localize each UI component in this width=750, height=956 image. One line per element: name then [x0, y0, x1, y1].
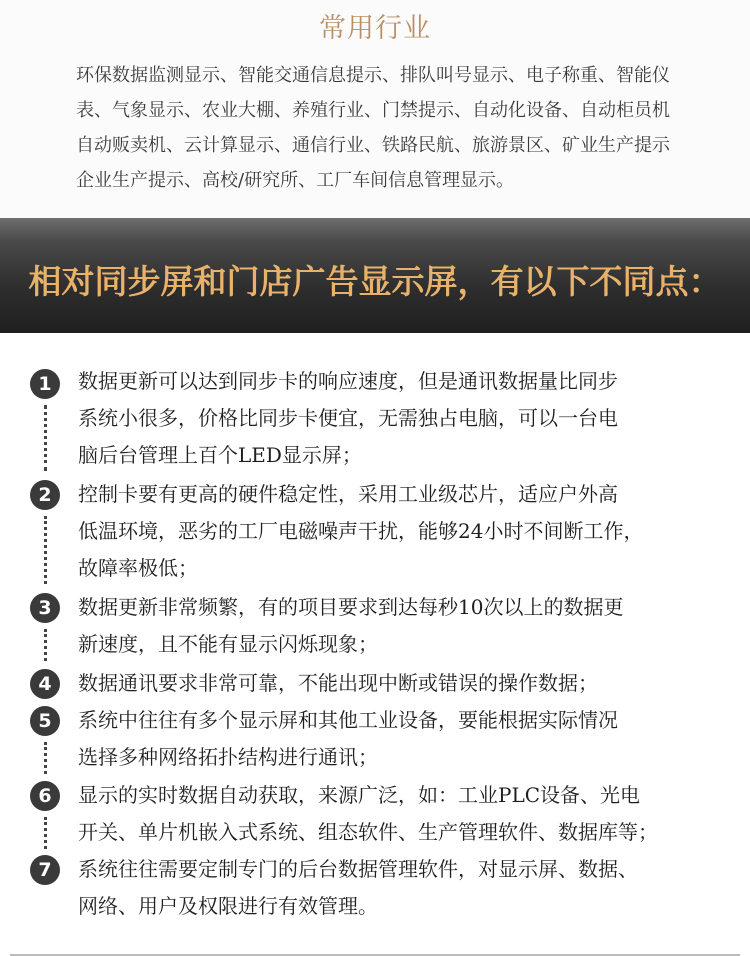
number-badge: 3 [30, 593, 60, 623]
industry-line: 表、气象显示、农业大棚、养殖行业、门禁提示、自动化设备、自动柜员机 [76, 100, 670, 121]
item-line: 数据通讯要求非常可靠，不能出现中断或错误的操作数据； [78, 671, 598, 695]
number-badge: 6 [30, 781, 60, 811]
industry-section [0, 0, 750, 218]
industry-line: 环保数据监测显示、智能交通信息提示、排队叫号显示、电子称重、智能仪 [76, 65, 670, 86]
item-text [78, 589, 738, 663]
item-line: 系统往往需要定制专门的后台数据管理软件，对显示屏、数据、 [78, 857, 638, 881]
item-line: 网络、用户及权限进行有效管理。 [78, 894, 378, 918]
industry-line: 自动贩卖机、云计算显示、通信行业、铁路民航、旅游景区、矿业生产提示 [76, 135, 670, 156]
item-line: 系统中往往有多个显示屏和其他工业设备，要能根据实际情况 [78, 708, 618, 732]
item-text [78, 851, 738, 925]
item-text [78, 702, 738, 776]
industry-line: 企业生产提示、高校/研究所、工厂车间信息管理显示。 [76, 170, 515, 191]
item-text [78, 777, 738, 851]
item-line: 开关、单片机嵌入式系统、组态软件、生产管理软件、数据库等； [78, 820, 658, 844]
banner-heading: 相对同步屏和门店广告显示屏，有以下不同点： [28, 262, 722, 301]
item-line: 数据更新可以达到同步卡的响应速度，但是通讯数据量比同步 [78, 369, 618, 393]
item-line: 系统小很多，价格比同步卡便宜，无需独占电脑，可以一台电 [78, 406, 618, 430]
item-text [78, 665, 738, 702]
dotted-connector [44, 817, 47, 849]
dotted-connector [44, 516, 47, 584]
item-line: 脑后台管理上百个LED显示屏； [78, 443, 362, 467]
industry-text [76, 58, 721, 198]
item-line: 控制卡要有更高的硬件稳定性，采用工业级芯片，适应户外高 [78, 482, 618, 506]
number-badge: 2 [30, 480, 60, 510]
item-line: 显示的实时数据自动获取，来源广泛，如：工业PLC设备、光电 [78, 783, 641, 807]
item-line: 选择多种网络拓扑结构进行通讯； [78, 745, 378, 769]
differences-banner [0, 218, 750, 333]
dotted-connector [44, 405, 47, 471]
number-badge: 4 [30, 669, 60, 699]
item-line: 低温环境，恶劣的工厂电磁噪声干扰，能够24小时不间断工作， [78, 519, 644, 543]
item-text [78, 476, 738, 587]
item-text [78, 363, 738, 474]
number-badge: 7 [30, 855, 60, 885]
dotted-connector [44, 629, 47, 661]
item-line: 新速度，且不能有显示闪烁现象； [78, 632, 378, 656]
dotted-connector [44, 742, 47, 774]
number-badge: 1 [30, 369, 60, 399]
item-line: 故障率极低； [78, 556, 198, 580]
number-badge: 5 [30, 706, 60, 736]
item-line: 数据更新非常频繁，有的项目要求到达每秒10次以上的数据更 [78, 595, 624, 619]
industry-title: 常用行业 [319, 13, 431, 44]
